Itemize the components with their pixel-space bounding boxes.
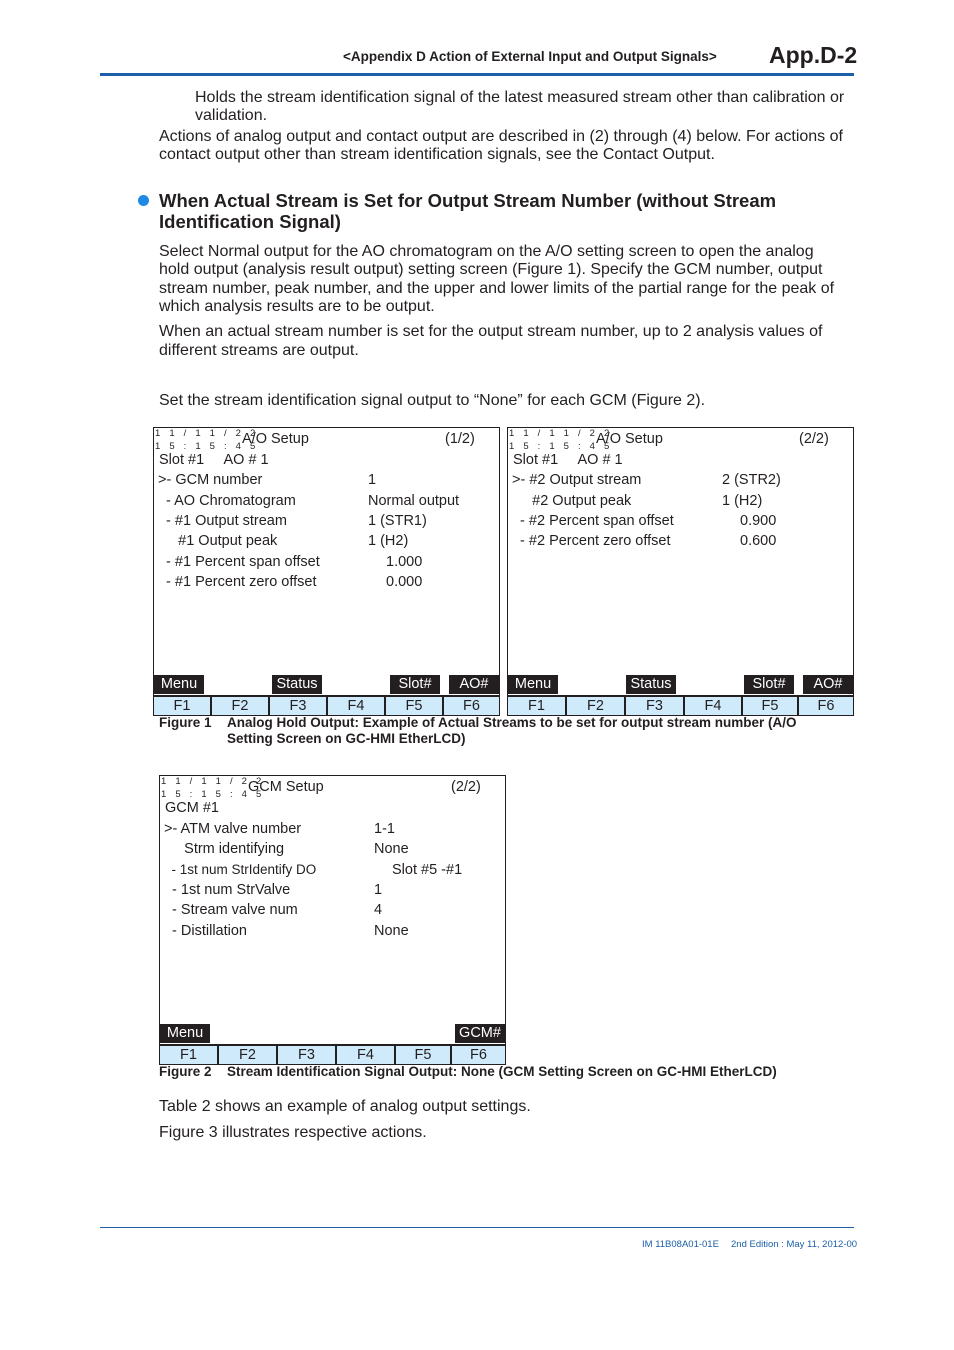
f1-key[interactable]: F1 [159,1045,218,1065]
screen-time: 1 5 : 1 5 : 4 5 [161,789,265,800]
setting-label[interactable]: Strm identifying [164,841,285,857]
screen-title: A/O Setup [596,431,663,447]
figure-2-label: Figure 2 [159,1064,212,1079]
setting-value[interactable]: 1.000 [386,554,423,570]
status-softkey[interactable]: Status [272,675,322,694]
footer-doc-id: IM 11B08A01-01E [642,1239,719,1250]
gcm-softkey[interactable]: GCM# [455,1024,505,1043]
ao-setup-screen-1 [153,427,500,696]
screen-title: A/O Setup [242,431,309,447]
setting-label[interactable]: - #2 Percent span offset [512,513,674,529]
f1-key[interactable]: F1 [507,696,566,716]
gcm-setup-screen [159,775,506,1045]
closing-p2: Figure 3 illustrates respective actions. [159,1124,427,1141]
setting-value[interactable]: 1 [374,882,383,898]
menu-softkey[interactable]: Menu [508,675,558,694]
screen-page: (2/2) [799,431,829,447]
intro-line-2b: contact output other than stream identification signals, see the Contact Output. [159,146,715,163]
intro-line-2a: Actions of analog output and contact output are described in (2) through (4) below. For actions of [159,128,843,145]
figure-2-caption: Stream Identification Signal Output: None (GCM Setting Screen on GC-HMI EtherLCD) [227,1064,777,1079]
status-softkey[interactable]: Status [626,675,676,694]
section-p1-line-1: Select Normal output for the AO chromatogram on the A/O setting screen to open the analog [159,243,814,260]
f5-key[interactable]: F5 [395,1045,451,1065]
f6-key[interactable]: F6 [798,696,854,716]
screen-subtitle: GCM #1 [165,800,219,816]
setting-label[interactable]: - Distillation [164,923,247,939]
footer-rule [100,1227,854,1228]
section-p2-line-1: When an actual stream number is set for the output stream number, up to 2 analysis values of [159,323,823,340]
setting-value[interactable]: 0.000 [386,574,423,590]
setting-label[interactable]: - 1st num StrIdentify DO [164,862,317,877]
setting-label[interactable]: >- #2 Output stream [512,472,642,488]
setting-value[interactable]: None [374,923,409,939]
screen-date: 1 1 / 1 1 / 2 2 [509,428,613,439]
slot-softkey[interactable]: Slot# [744,675,794,694]
screen-date: 1 1 / 1 1 / 2 2 [161,776,265,787]
setting-value[interactable]: 4 [374,902,383,918]
setting-label[interactable]: >- GCM number [158,472,263,488]
setting-value[interactable]: 0.900 [740,513,777,529]
setting-label[interactable]: - #2 Percent zero offset [512,533,671,549]
section-p1-line-2: hold output (analysis result output) setting screen (Figure 1). Specify the GCM number, output [159,261,823,278]
closing-p1: Table 2 shows an example of analog output settings. [159,1098,531,1115]
section-p2-line-2: different streams are output. [159,342,359,359]
header-rule [100,73,854,76]
setting-value[interactable]: 1 [368,472,377,488]
f4-key[interactable]: F4 [684,696,742,716]
setting-label[interactable]: - Stream valve num [164,902,298,918]
section-p3: Set the stream identification signal output to “None” for each GCM (Figure 2). [159,392,706,409]
setting-label[interactable]: - AO Chromatogram [158,493,296,509]
setting-value[interactable]: 1-1 [374,821,395,837]
setting-value[interactable]: 1 (H2) [722,493,763,509]
figure-1-caption-line-2: Setting Screen on GC-HMI EtherLCD) [227,731,466,746]
f3-key[interactable]: F3 [625,696,684,716]
f3-key[interactable]: F3 [269,696,327,716]
f3-key[interactable]: F3 [277,1045,336,1065]
slot-softkey[interactable]: Slot# [390,675,440,694]
setting-label[interactable]: #1 Output peak [158,533,278,549]
running-header-title: <Appendix D Action of External Input and Output Signals> [343,49,717,64]
setting-value[interactable]: None [374,841,409,857]
f2-key[interactable]: F2 [211,696,269,716]
setting-label[interactable]: - 1st num StrValve [164,882,291,898]
setting-label[interactable]: >- ATM valve number [164,821,302,837]
intro-line-1b: validation. [195,107,268,124]
section-p1-line-3: stream number, peak number, and the upper and lower limits of the partial range for the peak of [159,280,835,297]
footer-edition: 2nd Edition : May 11, 2012-00 [731,1239,858,1250]
f5-key[interactable]: F5 [385,696,443,716]
setting-label[interactable]: - #1 Percent span offset [158,554,320,570]
setting-label[interactable]: - #1 Percent zero offset [158,574,317,590]
f1-key[interactable]: F1 [153,696,211,716]
screen-date: 1 1 / 1 1 / 2 2 [155,428,259,439]
f6-key[interactable]: F6 [443,696,500,716]
f4-key[interactable]: F4 [327,696,385,716]
setting-label[interactable]: #2 Output peak [512,493,632,509]
ao-softkey[interactable]: AO# [449,675,499,694]
intro-line-1a: Holds the stream identification signal of the latest measured stream other than calibration or [195,89,845,106]
screen-subtitle: Slot #1 AO # 1 [513,452,623,468]
screen-page: (1/2) [445,431,475,447]
setting-value[interactable]: Normal output [368,493,460,509]
bullet-icon [138,195,149,206]
f6-key[interactable]: F6 [451,1045,506,1065]
menu-softkey[interactable]: Menu [154,675,204,694]
f2-key[interactable]: F2 [566,696,625,716]
screen-subtitle: Slot #1 AO # 1 [159,452,269,468]
figure-1-label: Figure 1 [159,715,212,730]
f4-key[interactable]: F4 [336,1045,395,1065]
ao-setup-screen-2 [507,427,854,696]
screen-title: GCM Setup [248,779,324,795]
figure-1-caption-line-1: Analog Hold Output: Example of Actual Streams to be set for output stream number (A/O [227,715,797,730]
setting-value[interactable]: 2 (STR2) [722,472,781,488]
section-heading-line-2: Identification Signal) [159,211,341,232]
setting-value[interactable]: 1 (STR1) [368,513,427,529]
screen-time: 1 5 : 1 5 : 4 5 [155,441,259,452]
section-heading-line-1: When Actual Stream is Set for Output Stream Number (without Stream [159,190,777,211]
menu-softkey[interactable]: Menu [160,1024,210,1043]
setting-value[interactable]: 0.600 [740,533,777,549]
screen-time: 1 5 : 1 5 : 4 5 [509,441,613,452]
page-label: App.D-2 [769,42,858,68]
setting-value[interactable]: Slot #5 -#1 [392,862,463,878]
setting-value[interactable]: 1 (H2) [368,533,409,549]
section-p1-line-4: which analysis results are to be output. [159,298,435,315]
f5-key[interactable]: F5 [742,696,798,716]
ao-softkey[interactable]: AO# [803,675,853,694]
screen-page: (2/2) [451,779,481,795]
setting-label[interactable]: - #1 Output stream [158,513,287,529]
f2-key[interactable]: F2 [218,1045,277,1065]
